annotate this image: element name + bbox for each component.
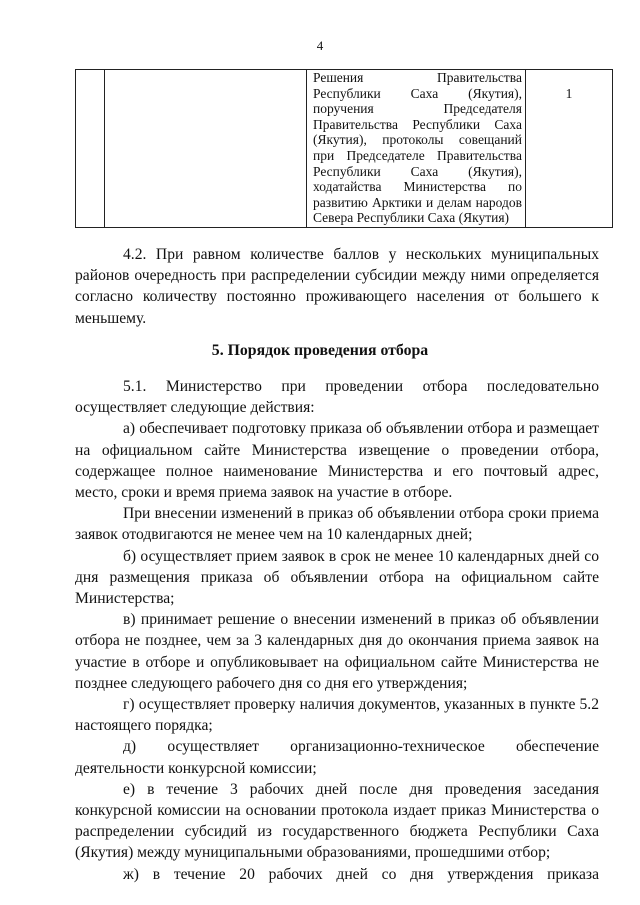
section-heading: 5. Порядок проведения отбора xyxy=(211,342,429,359)
paragraph-5-1: 5.1. Министерство при проведении отбора последовательно осуществляет следующие действия: xyxy=(75,378,599,417)
table-cell-score: 1 xyxy=(526,70,613,228)
table-cell-criterion xyxy=(105,70,307,228)
table-row xyxy=(76,70,613,228)
paragraph-d: д) осуществляет организационно-техническое обеспечение деятельности конкурсной комиссии; xyxy=(75,738,599,777)
table-cell-sources: Решения Правительства Республики Саха (Якутия), поручения Председателя Правительства Республики Саха (Якутия), протоколы совещаний при Председателе Правительства Республики Саха (Якутия), ходатайства Министерства по развитию Арктики и делам народов Севера Республики Саха (Якутия) xyxy=(307,70,526,228)
clause-4-2 xyxy=(75,244,599,329)
criteria-table xyxy=(75,69,613,228)
paragraph-changes: При внесении изменений в приказ об объявлении отбора сроки приема заявок отодвигаются не менее чем на 10 календарных дней; xyxy=(75,505,599,544)
paragraph-v: в) принимает решение о внесении изменений в приказ об объявлении отбора не позднее, чем за 3 календарных дня до окончания приема заявок на участие в отборе и опубликовывает на официальном сайте Министерства не позднее следующего рабочего дня со дня его утверждения; xyxy=(75,611,599,692)
paragraph-g: г) осуществляет проверку наличия документов, указанных в пункте 5.2 настоящего порядка; xyxy=(75,696,599,735)
paragraph-zh: ж) в течение 20 рабочих дней со дня утверждения приказа xyxy=(123,865,599,883)
paragraph-b: б) осуществляет прием заявок в срок не менее 10 календарных дней со дня размещения приказа об объявлении отбора на официальном сайте Министерства; xyxy=(75,547,599,608)
paragraph-a: а) обеспечивает подготовку приказа об объявлении отбора и размещает на официальном сайте Министерства извещение о проведении отбора, содержащее полное наименование Министерства и его почтовый адрес, место, сроки и время приема заявок на участие в отборе. xyxy=(75,420,599,502)
table-cell-number xyxy=(76,70,105,228)
paragraph-e: е) в течение 3 рабочих дней после дня проведения заседания конкурсной комиссии на основании протокола издает приказ Министерства о распределении субсидий из государственного бюджета Республики Саха (Якутия) между муниципальными образованиями, прошедшими отбор; xyxy=(75,780,599,862)
section-5-body xyxy=(75,376,599,885)
paragraph: 4.2. При равном количестве баллов у нескольких муниципальных районов очередность при распределении субсидии между ними определяется согласно количеству постоянно проживающего населения от большего к меньшему. xyxy=(75,246,599,327)
page-number: 4 xyxy=(316,38,324,53)
